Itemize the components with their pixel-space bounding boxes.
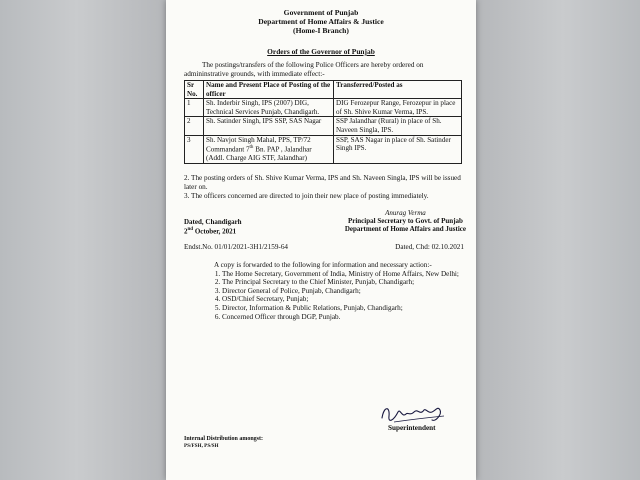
postings-table — [184, 80, 462, 164]
paragraph-3: 3. The officers concerned are directed to join their new place of posting immediately. — [184, 191, 429, 200]
row-name — [204, 135, 334, 163]
intro-paragraph: The postings/transfers of the following Police Officers are hereby ordered on admininstrative grounds, with immediate effect:- — [184, 61, 424, 78]
paragraph-2: 2. The posting orders of Sh. Shive Kumar Verma, IPS and Sh. Naveen Singla, IPS will be issued later on. — [184, 173, 461, 191]
superintendent-label: Superintendent — [388, 424, 436, 432]
table-row — [185, 135, 462, 163]
copy-intro: A copy is forwarded to the following for information and necessary action:- — [214, 260, 432, 269]
list-item: 3. Director General of Police, Punjab, Chandigarh; — [222, 287, 466, 296]
endorsement-line — [166, 243, 476, 253]
dated-superscript: nd — [187, 226, 194, 232]
dated-block — [184, 218, 242, 235]
endorsement-number: Endst.No. 01/01/2021-3H1/2159-64 — [184, 242, 289, 251]
dated-place: Dated, Chandigarh — [184, 217, 242, 226]
header-sr-no: Sr No. — [185, 81, 204, 99]
row-name-superscript: th — [249, 145, 254, 151]
row-sr: 2 — [185, 117, 204, 135]
signatory-designation: Principal Secretary to Govt. of Punjab — [347, 216, 463, 225]
signatory — [345, 209, 466, 233]
header-department: Department of Home Affairs & Justice — [258, 17, 384, 26]
table-row — [185, 99, 462, 117]
list-item: 5. Director, Information & Public Relations, Punjab, Chandigarh; — [222, 304, 466, 313]
internal-distribution-list: PS/FSH, PS/SH — [184, 443, 219, 449]
signatory-department: Department of Home Affairs and Justice — [344, 224, 466, 233]
row-posted: SSP, SAS Nagar in place of Sh. Satinder Singh IPS. — [334, 135, 462, 163]
list-item: 4. OSD/Chief Secretary, Punjab; — [222, 295, 466, 304]
list-item: 6. Concerned Officer through DGP, Punjab. — [222, 313, 466, 322]
signature-block — [166, 209, 476, 239]
dated-rest: October, 2021 — [193, 227, 237, 236]
header-name-posting: Name and Present Place of Posting of the officer — [204, 81, 334, 99]
row-sr: 3 — [185, 135, 204, 163]
endorsement-date: Dated, Chd: 02.10.2021 — [395, 242, 464, 251]
table-row — [185, 117, 462, 135]
document-page — [166, 0, 476, 480]
row-posted: DIG Ferozepur Range, Ferozepur in place of Sh. Shive Kumar Verma, IPS. — [334, 99, 462, 117]
orders-title: Orders of the Governor of Punjab — [267, 47, 375, 56]
row-sr: 1 — [185, 99, 204, 117]
row-name: Sh. Inderbir Singh, IPS (2007) DIG, Technical Services Punjab, Chandigarh. — [204, 99, 334, 117]
header-government: Government of Punjab — [283, 8, 359, 17]
copy-recipient-list — [166, 270, 476, 322]
document-header — [166, 8, 476, 35]
signatory-name: Anurag Verma — [385, 208, 426, 217]
dated-date — [184, 226, 242, 235]
internal-distribution-label: Internal Distribution amongst: — [184, 436, 264, 442]
row-name-part: Sh. Navjot Singh Mahal, PPS, TP/72 Commandant 7 — [206, 135, 311, 154]
row-posted: SSP Jalandhar (Rural) in place of Sh. Naveen Singla, IPS. — [334, 117, 462, 135]
list-item: 1. The Home Secretary, Government of India, Ministry of Home Affairs, New Delhi; — [222, 270, 466, 279]
header-transferred: Transferred/Posted as — [334, 81, 462, 99]
row-name: Sh. Satinder Singh, IPS SSP, SAS Nagar — [204, 117, 334, 135]
list-item: 2. The Principal Secretary to the Chief Minister, Punjab, Chandigarh; — [222, 278, 466, 287]
dated-day: 2 — [184, 227, 188, 236]
row-name-part: Bn. PAP , Jalandhar (Addl. Charge AIG STF, Jalandhar) — [206, 145, 312, 163]
table-header-row — [185, 81, 462, 99]
header-branch: (Home-I Branch) — [293, 26, 349, 35]
